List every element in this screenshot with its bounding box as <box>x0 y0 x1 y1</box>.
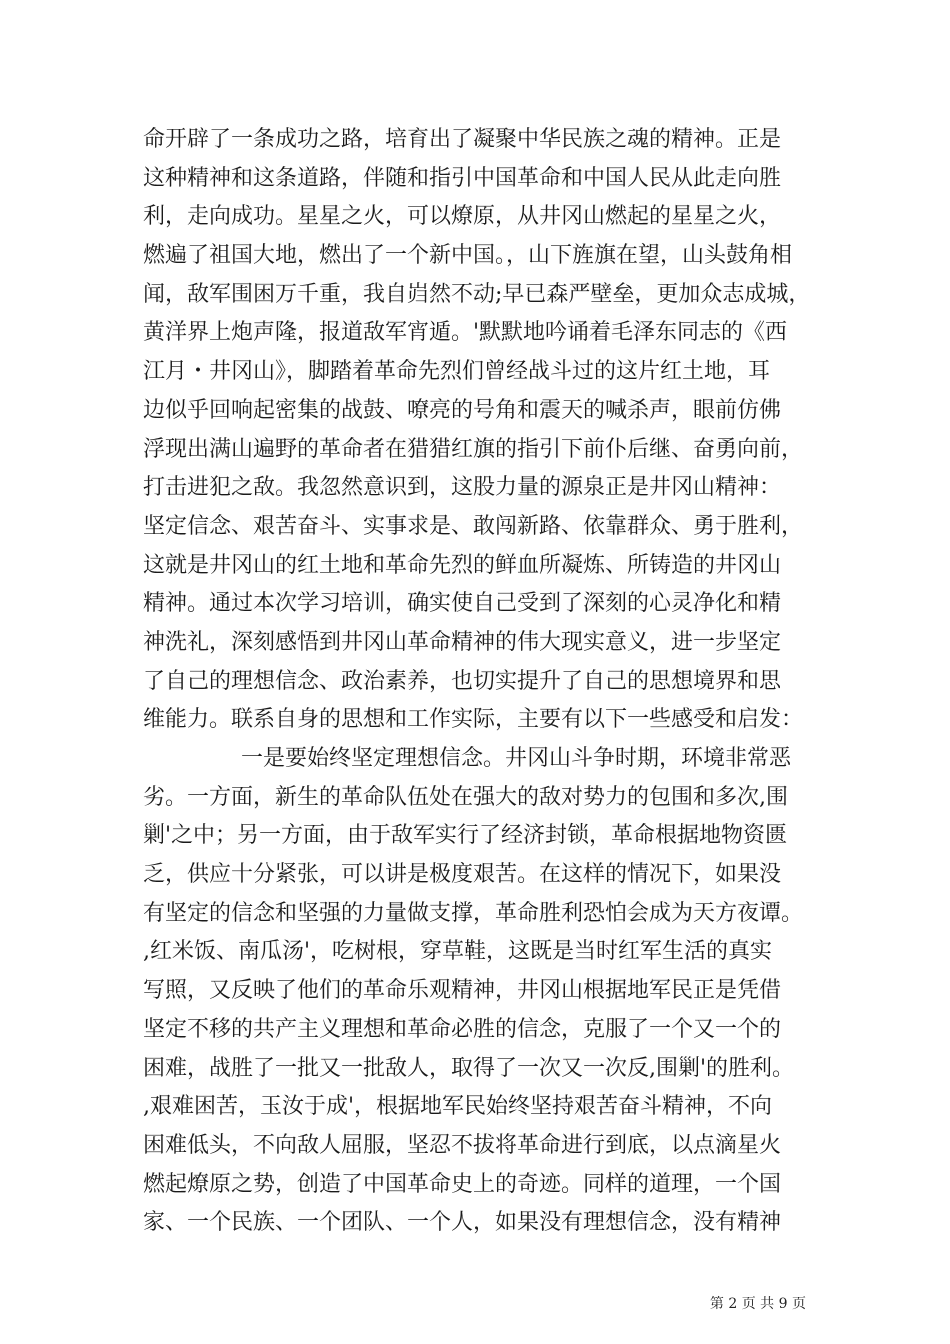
text-line: 家、一个民族、一个团队、一个人，如果没有理想信念，没有精神 <box>143 1210 782 1236</box>
text-line: 这种精神和这条道路，伴随和指引中国革命和中国人民从此走向胜 <box>143 165 782 191</box>
text-line: 坚定不移的共产主义理想和革命必胜的信念，克服了一个又一个的 <box>143 1016 782 1042</box>
text-line: ,艰难困苦，玉汝于成'，根据地军民始终坚持艰苦奋斗精神，不向 <box>143 1094 773 1120</box>
text-line: 浮现出满山遍野的革命者在猎猎红旗的指引下前仆后继、奋勇向前， <box>143 436 804 462</box>
text-line: 维能力。联系自身的思想和工作实际，主要有以下一些感受和启发： <box>143 707 804 733</box>
text-line: 坚定信念、艰苦奋斗、实事求是、敢闯新路、依靠群众、勇于胜利， <box>143 513 804 539</box>
text-line: 燃起燎原之势，创造了中国革命史上的奇迹。同样的道理，一个国 <box>143 1171 782 1197</box>
text-line: 精神。通过本次学习培训，确实使自己受到了深刻的心灵净化和精 <box>143 591 782 617</box>
page-number-footer: 第 2 页 共 9 页 <box>709 1296 806 1312</box>
text-line: 黄洋界上炮声隆，报道敌军宵遁。'默默地吟诵着毛泽东同志的《西 <box>143 320 788 346</box>
text-line: 乏，供应十分紧张，可以讲是极度艰苦。在这样的情况下，如果没 <box>143 862 782 888</box>
body-text <box>143 121 823 1243</box>
text-line: 燃遍了祖国大地，燃出了一个新中国。，山下旌旗在望，山头鼓角相 <box>143 243 793 269</box>
text-line: 命开辟了一条成功之路，培育出了凝聚中华民族之魂的精神。正是 <box>143 127 782 152</box>
text-line: 打击进犯之敌。我忽然意识到，这股力量的源泉正是井冈山精神： <box>143 475 782 501</box>
text-line: 江月・井冈山》，脚踏着革命先烈们曾经战斗过的这片红土地，耳 <box>143 359 771 385</box>
text-line: 边似乎回响起密集的战鼓、嘹亮的号角和震天的喊杀声，眼前仿佛 <box>143 397 782 423</box>
text-line: 了自己的理想信念、政治素养，也切实提升了自己的思想境界和思 <box>143 668 782 694</box>
text-line: 利，走向成功。星星之火，可以燎原，从井冈山燃起的星星之火， <box>143 204 782 230</box>
text-line: 神洗礼，深刻感悟到井冈山革命精神的伟大现实意义，进一步坚定 <box>143 629 782 655</box>
text-line: ,红米饭、南瓜汤'，吃树根，穿草鞋，这既是当时红军生活的真实 <box>143 939 773 965</box>
text-line: 劣。一方面，新生的革命队伍处在强大的敌对势力的包围和多次,围 <box>143 784 788 810</box>
text-line: 困难，战胜了一批又一批敌人，取得了一次又一次反,围剿'的胜利。 <box>143 1055 795 1081</box>
text-line: 有坚定的信念和坚强的力量做支撑，革命胜利恐怕会成为天方夜谭。 <box>143 900 804 926</box>
text-line: 困难低头，不向敌人屈服，坚忍不拔将革命进行到底，以点滴星火 <box>143 1132 782 1158</box>
text-line: 剿'之中；另一方面，由于敌军实行了经济封锁，革命根据地物资匮 <box>143 823 788 849</box>
paragraph-first-line: 一是要始终坚定理想信念。井冈山斗争时期，环境非常恶 <box>241 746 792 771</box>
text-line: 这就是井冈山的红土地和革命先烈的鲜血所凝炼、所铸造的井冈山 <box>143 552 782 578</box>
text-line: 写照，又反映了他们的革命乐观精神，井冈山根据地军民正是凭借 <box>143 978 782 1004</box>
text-line: 闻，敌军围困万千重，我自岿然不动;早已森严壁垒，更加众志成城， <box>143 281 811 307</box>
